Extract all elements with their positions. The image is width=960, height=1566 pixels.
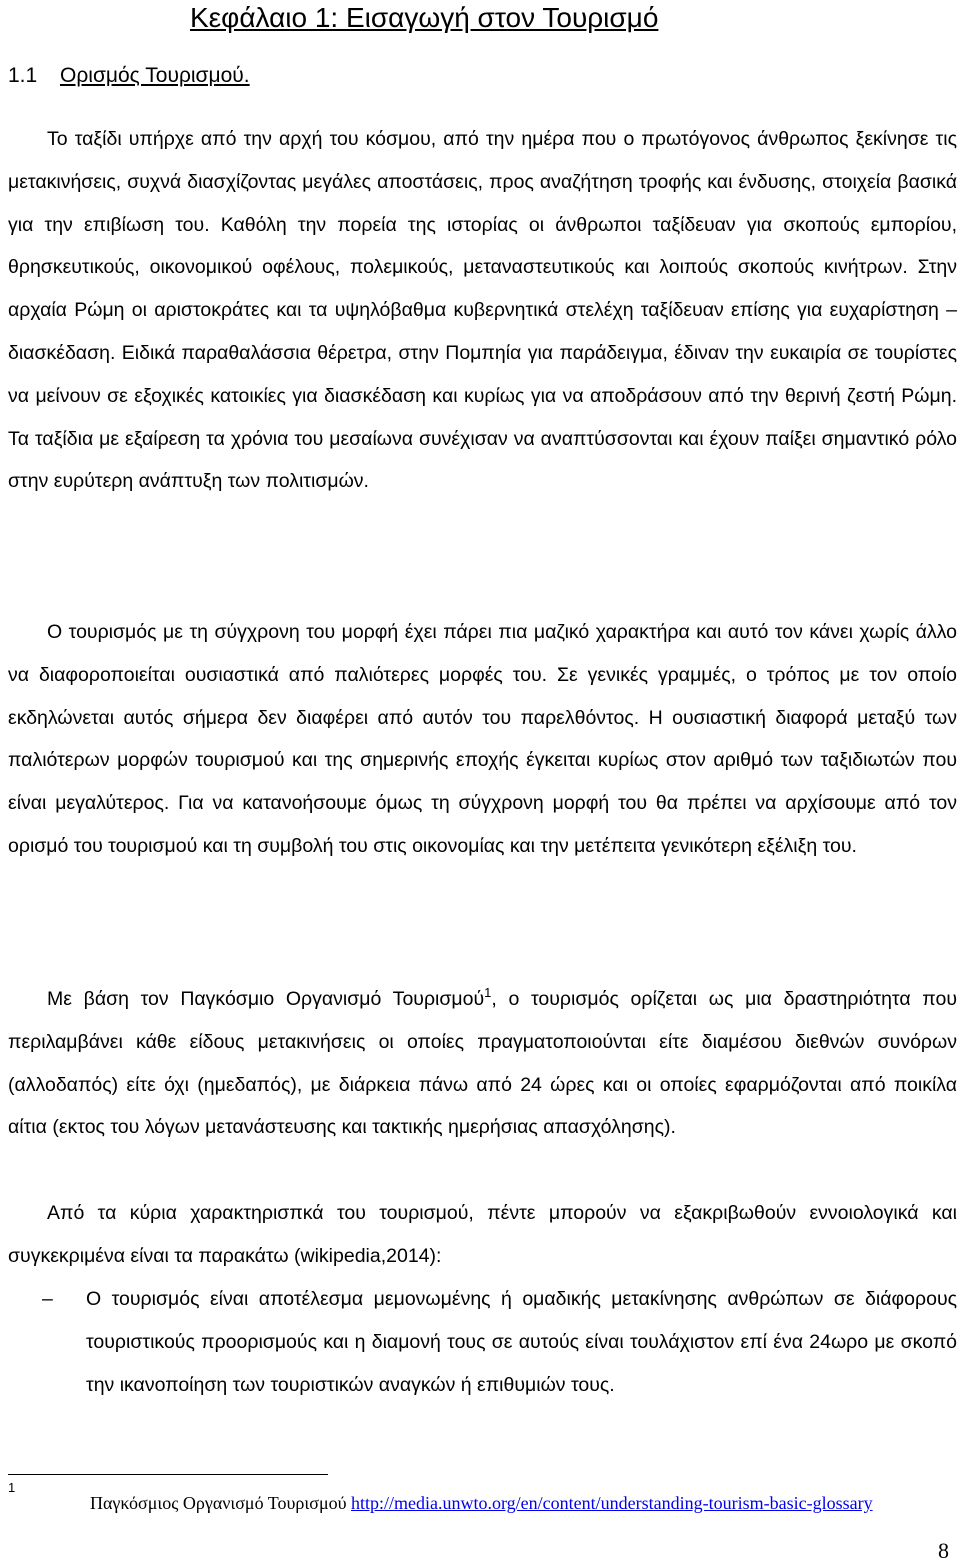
footnote-mark: 1 [8,1480,16,1495]
paragraph-characteristics-text: Από τα κύρια χαρακτηρισπκά του τουρισμού, πέντε μπορούν να εξακριβωθούν εννοιολογικά και συγκεκριμένα είναι τα παρακάτω (wikipedia,2014): [8,1202,957,1267]
footnote-body [8,1480,948,1516]
list-item [8,1278,957,1406]
footnote-separator [8,1474,328,1475]
section-heading [8,60,250,92]
footnote-link[interactable]: http://media.unwto.org/en/content/understanding-tourism-basic-glossary [351,1493,873,1513]
paragraph-history [8,118,957,503]
footnote-reference[interactable]: 1 [484,985,492,1000]
paragraph-modern-tourism-text: Ο τουρισμός με τη σύγχρονη του μορφή έχει πάρει πια μαζικό χαρακτήρα και αυτό τον κάνει χωρίς άλλο να διαφοροποιείται ουσιαστικά από παλιότερες μορφές του. Σε γενικές γραμμές, ο τρόπος με τον οποίο εκδηλώνεται αυτός σήμερα δεν διαφέρει από αυτόν του παρελθόντος. Η ουσιαστική διαφορά μεταξύ των παλιότερων μορφών τουρισμού και της σημερινής εποχής έγκειται κυρίως στον αριθμό των ταξιδιωτών που είναι μεγαλύτερος. Για να κατανοήσουμε όμως τη σύγχρονη μορφή του θα πρέπει να αρχίσουμε από τον ορισμό του τουρισμού και τη συμβολή του στις οικονομίας και την μετέπειτα γενικότερη εξέλιξη του. [8,621,957,857]
section-title: Ορισμός Τουρισμού. [60,64,250,87]
footnote [8,1480,948,1516]
paragraph-definition [8,978,957,1149]
paragraph-history-text: Το ταξίδι υπήρχε από την αρχή του κόσμου, από την ημέρα που ο πρωτόγονος άνθρωπος ξεκίνησε τις μετακινήσεις, συχνά διασχίζοντας μεγάλες αποστάσεις, προς αναζήτηση τροφής και ένδυσης, στοιχεία βασικά για την επιβίωση του. Καθόλη την πορεία της ιστορίας οι άνθρωποι ταξίδευαν για σκοπούς εμπορίου, θρησκευτικούς, οικονομικού οφέλους, πολεμικούς, μεταναστευτικούς και λοιπούς σκοπούς κινήτρων. Στην αρχαία Ρώμη οι αριστοκράτες και τα υψηλόβαθμα κυβερνητικά στελέχη ταξίδευαν επίσης για ευχαρίστηση – διασκέδαση. Ειδικά παραθαλάσσια θέρετρα, στην Πομπηία για παράδειγμα, έδιναν την ευκαιρία σε τουρίστες να μείνουν σε εξοχικές κατοικίες για διασκέδαση και κυρίως για να αποδράσουν από την θερινή ζεστή Ρώμη. Τα ταξίδια με εξαίρεση τα χρόνια του μεσαίωνα συνέχισαν να αναπτύσσονται και έχουν παίξει σημαντικό ρόλο στην ευρύτερη ανάπτυξη των πολιτισμών. [8,128,957,493]
paragraph-definition-text [8,978,957,1149]
page-number: 8 [938,1538,949,1563]
footnote-text: Παγκόσμιος Οργανισμό Τουρισμού [90,1493,352,1513]
list-item-text: Ο τουρισμός είναι αποτέλεσμα μεμονωμένης ή ομαδικής μετακίνησης ανθρώπων σε διάφορους τουριστικούς προορισμούς και η διαμονή τους σε αυτούς είναι τουλάχιστον επί ένα 24ωρο με σκοπό την ικανοποίηση των τουριστικών αναγκών ή επιθυμιών τους. [86,1288,957,1396]
section-number: 1.1 [8,64,38,87]
paragraph-characteristics [8,1192,957,1278]
definition-text-end: , ο τουρισμός ορίζεται ως μια δραστηριότητα που περιλαμβάνει κάθε είδους μετακινήσεις οι οποίες πραγματοποιούνται είτε διαμέσου διεθνών συνόρων (αλλοδαπός) είτε όχι (ημεδαπός), με διάρκεια πάνω από 24 ώρες και οι οποίες εφαρμόζονται από ποικίλα αίτια (εκτος του λόγων μετανάστευσης και τακτικής ημερήσιας απασχόλησης). [8,988,957,1139]
paragraph-modern-tourism [8,611,957,868]
chapter-title: Κεφάλαιο 1: Εισαγωγή στον Τουρισμό [190,2,659,33]
dash-bullet-icon: – [42,1288,53,1310]
definition-text-start: Με βάση τον Παγκόσμιο Οργανισμό Τουρισμού [47,988,485,1010]
